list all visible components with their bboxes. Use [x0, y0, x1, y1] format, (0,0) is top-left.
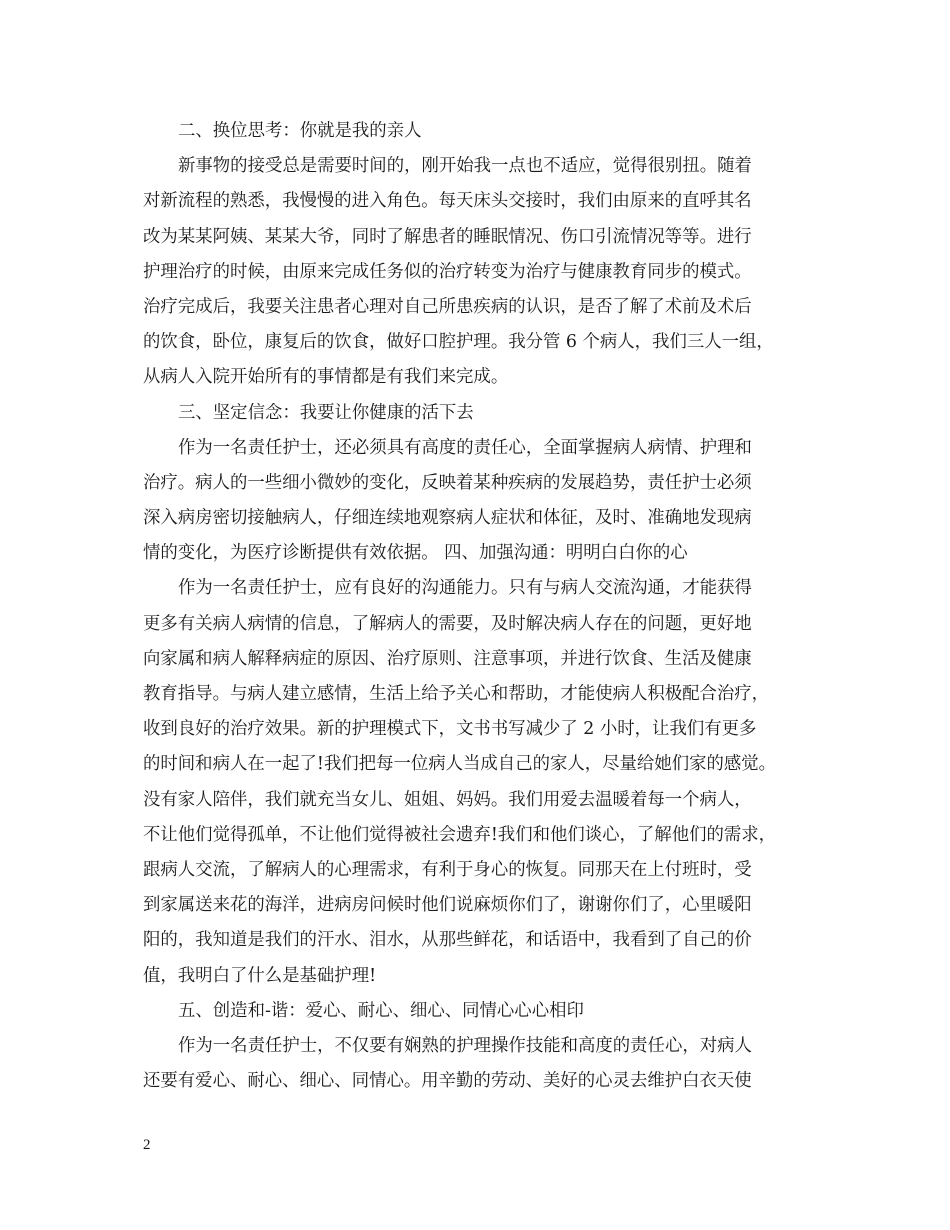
text-line: 作为一名责任护士，还必须具有高度的责任心，全面掌握病人病情、护理和 [178, 437, 752, 458]
text-line: 还要有爱心、耐心、细心、同情心。用辛勤的劳动、美好的心灵去维护白衣天使 [143, 1071, 752, 1092]
text-line: 治疗完成后，我要关注患者心理对自己所患疾病的认识，是否了解了术前及术后 [143, 296, 752, 317]
text-line: 新事物的接受总是需要时间的，刚开始我一点也不适应，觉得很别扭。随着 [178, 156, 752, 177]
text-line: 五、创造和-谐：爱心、耐心、细心、同情心心心相印 [178, 1000, 584, 1021]
text-line: 深入病房密切接触病人，仔细连续地观察病人症状和体征，及时、准确地发现病 [143, 508, 752, 529]
text-line: 不让他们觉得孤单，不让他们觉得被社会遗弃!我们和他们谈心，了解他们的需求， [143, 824, 777, 845]
text-line: 二、换位思考：你就是我的亲人 [178, 121, 422, 141]
text-line: 从病人入院开始所有的事情都是有我们来完成。 [143, 367, 509, 388]
page-number: 2 [143, 1137, 151, 1153]
text-line: 教育指导。与病人建立感情，生活上给予关心和帮助，才能使病人积极配合治疗， [143, 684, 770, 704]
text-line: 护理治疗的时候，由原来完成任务似的治疗转变为治疗与健康教育同步的模式。 [143, 261, 752, 282]
text-line: 作为一名责任护士，不仅要有娴熟的护理操作技能和高度的责任心，对病人 [178, 1035, 752, 1056]
document-body [143, 114, 823, 1099]
text-line: 阳的，我知道是我们的汗水、泪水，从那些鲜花，和话语中，我看到了自己的价 [143, 930, 752, 951]
text-line: 情的变化，为医疗诊断提供有效依据。 四、加强沟通：明明白白你的心 [143, 543, 688, 564]
text-line: 值，我明白了什么是基础护理! [143, 965, 377, 986]
text-line: 对新流程的熟悉，我慢慢的进入角色。每天床头交接时，我们由原来的直呼其名 [143, 191, 752, 212]
text-line: 到家属送来花的海洋，进病房问候时他们说麻烦你们了，谢谢你们了，心里暖阳 [143, 895, 752, 916]
text-line: 跟病人交流，了解病人的心理需求，有利于身心的恢复。同那天在上付班时，受 [143, 859, 752, 880]
text-line: 治疗。病人的一些细小微妙的变化，反映着某种疾病的发展趋势，责任护士必须 [143, 472, 752, 493]
text-line: 收到良好的治疗效果。新的护理模式下，文书书写减少了 2 小时，让我们有更多 [143, 719, 757, 740]
text-line: 的饮食，卧位，康复后的饮食，做好口腔护理。我分管 6 个病人，我们三人一组， [143, 332, 774, 353]
text-line: 改为某某阿姨、某某大爷，同时了解患者的睡眠情况、伤口引流情况等等。进行 [143, 226, 752, 247]
text-line: 更多有关病人病情的信息，了解病人的需要，及时解决病人存在的问题，更好地 [143, 613, 752, 634]
text-line: 三、坚定信念：我要让你健康的活下去 [178, 402, 474, 423]
text-line: 的时间和病人在一起了!我们把每一位病人当成自己的家人，尽量给她们家的感觉。 [143, 754, 777, 775]
text-line: 没有家人陪伴，我们就充当女儿、姐姐、妈妈。我们用爱去温暖着每一个病人， [143, 789, 752, 810]
text-line: 向家属和病人解释病症的原因、治疗原则、注意事项，并进行饮食、生活及健康 [143, 648, 752, 669]
text-line: 作为一名责任护士，应有良好的沟通能力。只有与病人交流沟通，才能获得 [178, 578, 752, 599]
